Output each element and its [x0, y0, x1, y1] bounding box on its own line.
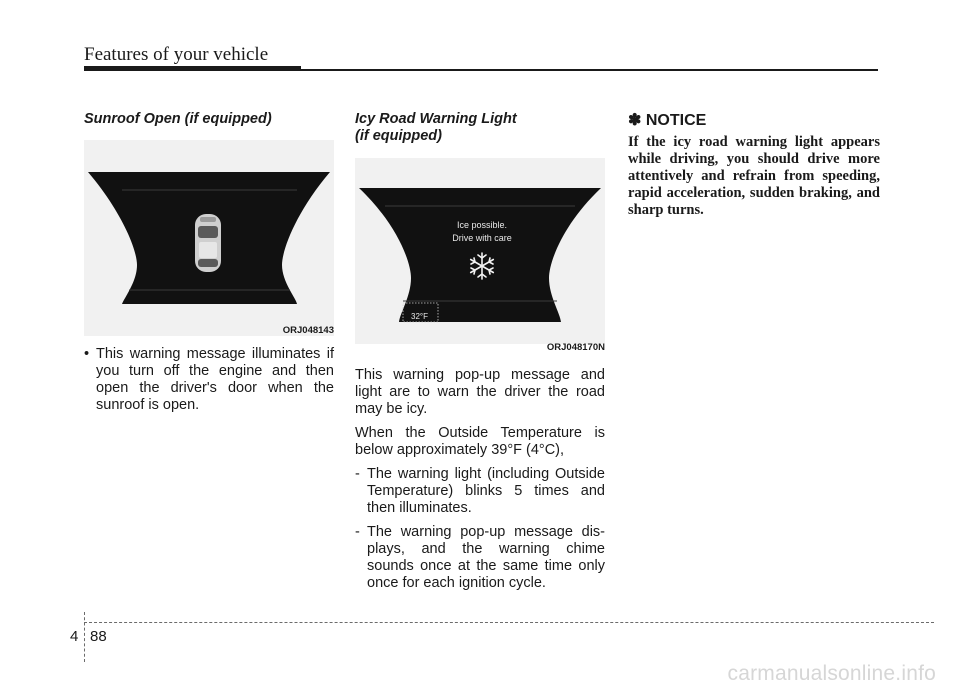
- watermark: carmanualsonline.info: [727, 662, 936, 685]
- icy-cluster-illustration: [355, 158, 605, 344]
- icy-paragraph-1: This warning pop-up message and light are to warn the driver the road may be icy.: [355, 367, 605, 417]
- dash-item-text: The warning light (including Outside Temperature) blinks 5 times and then illuminates.: [367, 466, 605, 516]
- list-item: • This warning message illuminates if you turn off the engine and then open the driver's door when the sunroof is open.: [84, 346, 334, 414]
- page-number: 88: [90, 628, 107, 645]
- sunroof-cluster-illustration: [84, 140, 334, 336]
- display-message-line2: Drive with care: [452, 233, 512, 243]
- icy-heading-line2: (if equipped): [355, 128, 442, 144]
- icy-body: [355, 367, 605, 599]
- notice-body: If the icy road warning light appears while driving, you should drive more attentively and refrain from speeding, rapid acceleration, sudden braking, and sharp turns.: [628, 134, 880, 218]
- list-item: - The warning light (including Outside Temperature) blinks 5 times and then illuminates.: [355, 466, 605, 516]
- header-rule: [301, 69, 878, 71]
- notice-title: ✽ NOTICE: [628, 112, 707, 129]
- footer-divider: [84, 612, 85, 662]
- icy-paragraph-2: When the Outside Temperature is below approximately 39°F (4°C),: [355, 425, 605, 458]
- chapter-number: 4: [70, 628, 79, 645]
- display-message-line1: Ice possible.: [456, 220, 508, 230]
- page-header-title: Features of your vehicle: [84, 44, 269, 65]
- car-top-view-icon: [195, 214, 221, 272]
- icy-heading-line1: Icy Road Warning Light: [355, 111, 517, 127]
- dash-item-text: The warning pop-up message dis- plays, and the warning chime sounds once at the same time only once for each ignition cycle.: [367, 524, 605, 591]
- footer-rule: [84, 622, 934, 623]
- list-item: - The warning pop-up message dis- plays, and the warning chime sounds once at the same time only once for each ignition cycle.: [355, 524, 605, 591]
- sunroof-figure-caption: ORJ048143: [282, 325, 334, 336]
- icy-figure-caption: ORJ048170N: [546, 342, 605, 353]
- sunroof-bullet-list: [84, 346, 334, 414]
- icy-figure: [355, 158, 605, 344]
- display-temperature: 32°F: [411, 312, 428, 321]
- sunroof-figure: [84, 140, 334, 336]
- header-bar: [84, 66, 301, 71]
- sunroof-heading: Sunroof Open (if equipped): [84, 111, 272, 127]
- icy-heading: [355, 111, 605, 145]
